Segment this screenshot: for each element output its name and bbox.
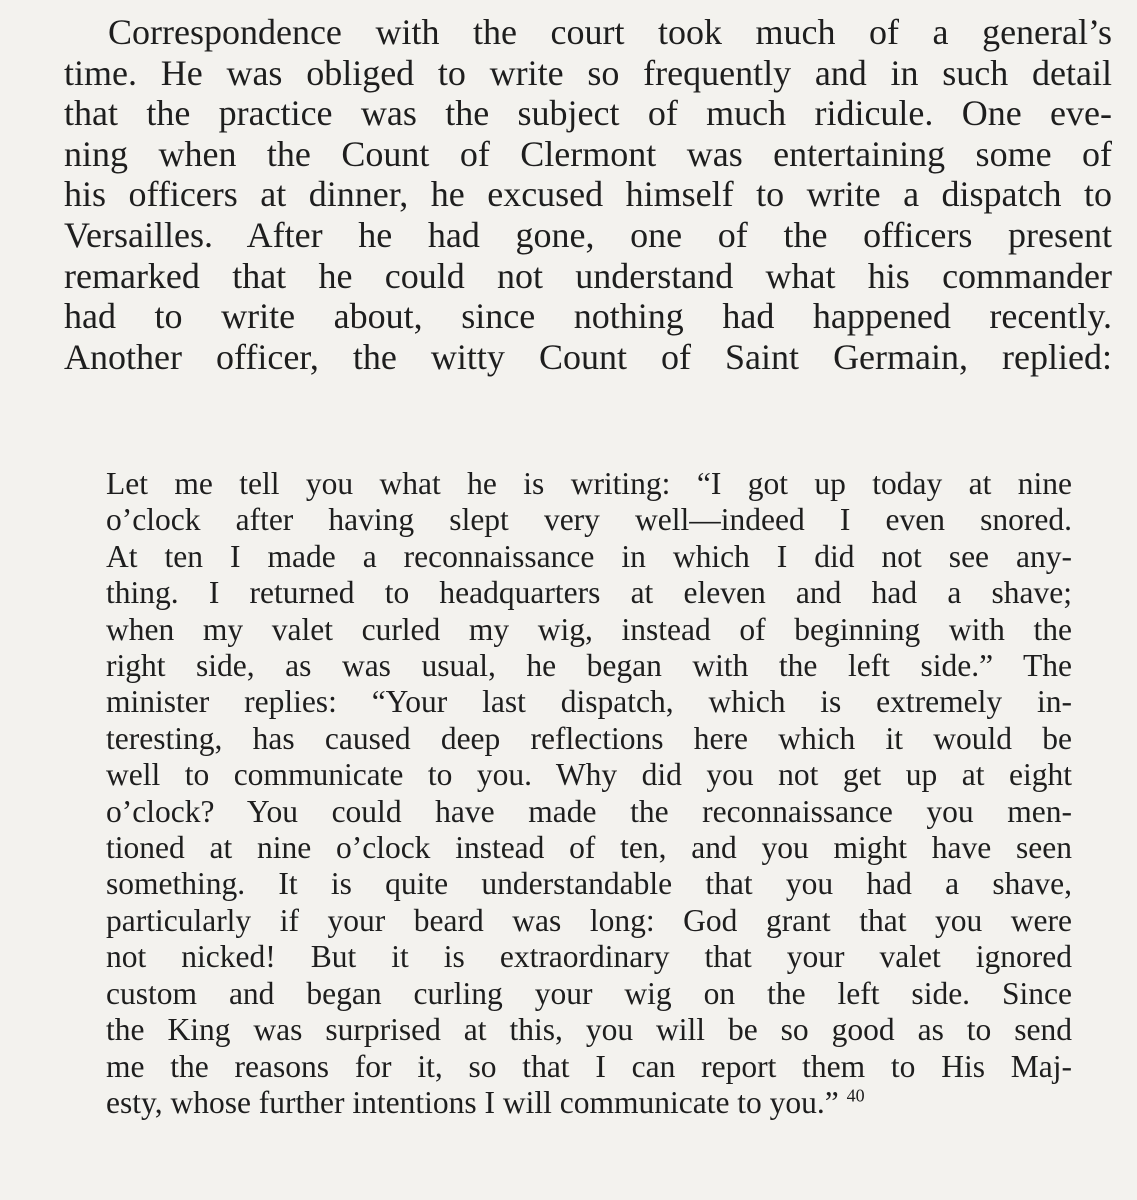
quote-line-final bbox=[106, 1085, 1072, 1121]
quote-line: me the reasons for it, so that I can report them to His Maj- bbox=[106, 1048, 1072, 1084]
paragraph-line: Another officer, the witty Count of Saint Germain, replied: bbox=[64, 336, 1112, 377]
quote-line: when my valet curled my wig, instead of beginning with the bbox=[106, 611, 1072, 647]
paragraph-line: that the practice was the subject of much ridicule. One eve- bbox=[64, 93, 1112, 134]
quote-line: At ten I made a reconnaissance in which I did not see any- bbox=[106, 538, 1072, 574]
quote-line: Let me tell you what he is writing: “I got up today at nine bbox=[106, 466, 1072, 501]
quote-line: custom and began curling your wig on the left side. Since bbox=[106, 975, 1072, 1011]
quote-line: something. It is quite understandable that you had a shave, bbox=[106, 866, 1072, 902]
quote-line: not nicked! But it is extraordinary that your valet ignored bbox=[106, 939, 1072, 975]
quote-line: well to communicate to you. Why did you not get up at eight bbox=[106, 757, 1072, 793]
footnote-reference[interactable]: 40 bbox=[846, 1085, 865, 1106]
quote-line: o’clock? You could have made the reconnaissance you men- bbox=[106, 793, 1072, 829]
quote-line: teresting, has caused deep reflections here which it would be bbox=[106, 720, 1072, 756]
quote-line: minister replies: “Your last dispatch, which is extremely in- bbox=[106, 684, 1072, 720]
paragraph-line: time. He was obliged to write so frequently and in such detail bbox=[64, 52, 1112, 93]
quote-line: thing. I returned to headquarters at eleven and had a shave; bbox=[106, 575, 1072, 611]
quote-line: particularly if your beard was long: God grant that you were bbox=[106, 902, 1072, 938]
paragraph-line: his officers at dinner, he excused himself to write a dispatch to bbox=[64, 174, 1112, 215]
quote-line: tioned at nine o’clock instead of ten, and you might have seen bbox=[106, 830, 1072, 866]
quote-line: the King was surprised at this, you will be so good as to send bbox=[106, 1012, 1072, 1048]
quote-line: o’clock after having slept very well—indeed I even snored. bbox=[106, 502, 1072, 538]
paragraph-line: remarked that he could not understand what his commander bbox=[64, 255, 1112, 296]
block-quote bbox=[106, 466, 1072, 1121]
body-paragraph bbox=[64, 12, 1112, 377]
quote-line-text: esty, whose further intentions I will communicate to you.” bbox=[106, 1084, 839, 1120]
paragraph-line: Versailles. After he had gone, one of the officers present bbox=[64, 214, 1112, 255]
quote-line: right side, as was usual, he began with the left side.” The bbox=[106, 648, 1072, 684]
paragraph-line: had to write about, since nothing had happened recently. bbox=[64, 296, 1112, 337]
paragraph-line: Correspondence with the court took much of a general’s bbox=[108, 12, 1112, 52]
paragraph-line: ning when the Count of Clermont was entertaining some of bbox=[64, 133, 1112, 174]
